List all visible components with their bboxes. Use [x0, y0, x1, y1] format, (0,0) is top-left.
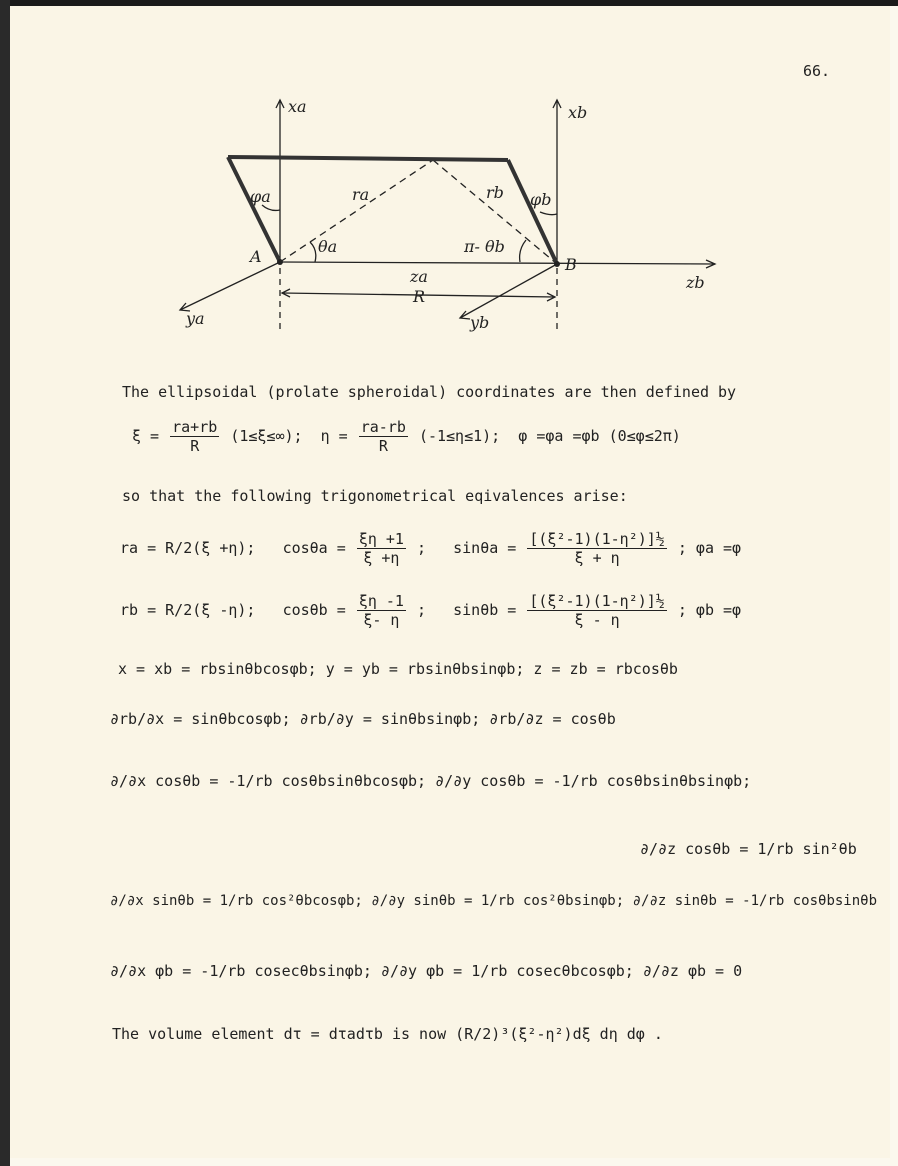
label-thetaa: θa [318, 237, 338, 256]
label-rb: rb [486, 183, 504, 202]
label-xb: xb [568, 103, 588, 122]
xi-def: ξ = [132, 427, 160, 445]
label-yb: yb [470, 313, 490, 332]
label-za: za [410, 267, 428, 286]
phi-b-arc [540, 212, 557, 215]
so-that-text: so that the following trigonometrical eqivalences arise: [122, 487, 628, 505]
dcos-equations: ∂/∂x cosθb = -1/rb cosθbsinθbcosφb; ∂/∂y cosθb = -1/rb cosθbsinθbsinφb; [110, 772, 752, 790]
label-r: R [413, 287, 426, 306]
xyz-equations: x = xb = rbsinθbcosφb; y = yb = rbsinθbsinφb; z = zb = rbcosθb [118, 660, 678, 678]
coordinate-diagram [0, 0, 898, 360]
label-zb: zb [686, 273, 705, 292]
label-ya: ya [186, 309, 205, 328]
dphi-equations: ∂/∂x φb = -1/rb cosecθbsinφb; ∂/∂y φb = 1/rb cosecθbcosφb; ∂/∂z φb = 0 [110, 962, 743, 980]
label-phib: φb [530, 190, 552, 209]
dsin-equations: ∂/∂x sinθb = 1/rb cos²θbcosφb; ∂/∂y sinθb = 1/rb cos²θbsinφb; ∂/∂z sinθb = -1/rb cosθbsinθb [110, 893, 878, 909]
eta-fraction: $\frac{ra-rb}{R}$ [360, 418, 406, 455]
label-b: B [565, 255, 577, 274]
phi-def: φ =φa =φb (0≤φ≤2π) [518, 427, 681, 445]
label-pi-thetab: π- θb [464, 237, 505, 256]
intro-text: The ellipsoidal (prolate spheroidal) coordinates are then defined by [122, 383, 737, 401]
ra-line [280, 160, 433, 262]
dcos-z-equation: ∂/∂z cosθb = 1/rb sin²θb [640, 840, 857, 858]
yb-axis [460, 264, 557, 318]
z-axis [280, 262, 715, 264]
theta-a-arc [310, 242, 316, 262]
eta-def: η = [320, 427, 348, 445]
top-bar [228, 157, 508, 160]
eta-range: (-1≤η≤1); [418, 427, 501, 445]
rb-equation-row: rb = R/2(ξ -η); cosθb = $\frac{\xi\eta -1}{\xi- \eta}$ ; sinθb = $\frac{\text{[(ξ²-1)(1-η²)]½}}{\xi - \eta}$ ; φb =φ [120, 592, 742, 629]
theta-b-arc [520, 240, 526, 262]
dr-equations: ∂rb/∂x = sinθbcosφb; ∂rb/∂y = sinθbsinφb; ∂rb/∂z = cosθb [110, 710, 616, 728]
volume-text: The volume element dτ = dτadτb is now [112, 1025, 447, 1043]
label-a: A [250, 247, 262, 266]
label-phia: φa [250, 187, 271, 206]
volume-expression: (R/2)³(ξ²-η²)dξ dη dφ . [455, 1025, 663, 1043]
label-xa: xa [288, 97, 307, 116]
point-b [554, 261, 560, 267]
point-a [277, 259, 283, 265]
coordinate-definitions [132, 418, 681, 455]
xi-range: (1≤ξ≤∞); [230, 427, 303, 445]
label-ra: ra [352, 185, 370, 204]
ra-equation-row: ra = R/2(ξ +η); cosθa = $\frac{\xi\eta +1}{\xi +\eta}$ ; sinθa = $\frac{\text{[(ξ²-1)(1-η²)]½}}{\xi + \eta}$ ; φa =φ [120, 530, 742, 567]
page-number: 66. [803, 62, 831, 80]
ya-axis [180, 262, 280, 310]
xi-fraction: $\frac{ra+rb}{R}$ [172, 418, 218, 455]
volume-element-line [112, 1025, 663, 1043]
right-bar [508, 160, 557, 264]
